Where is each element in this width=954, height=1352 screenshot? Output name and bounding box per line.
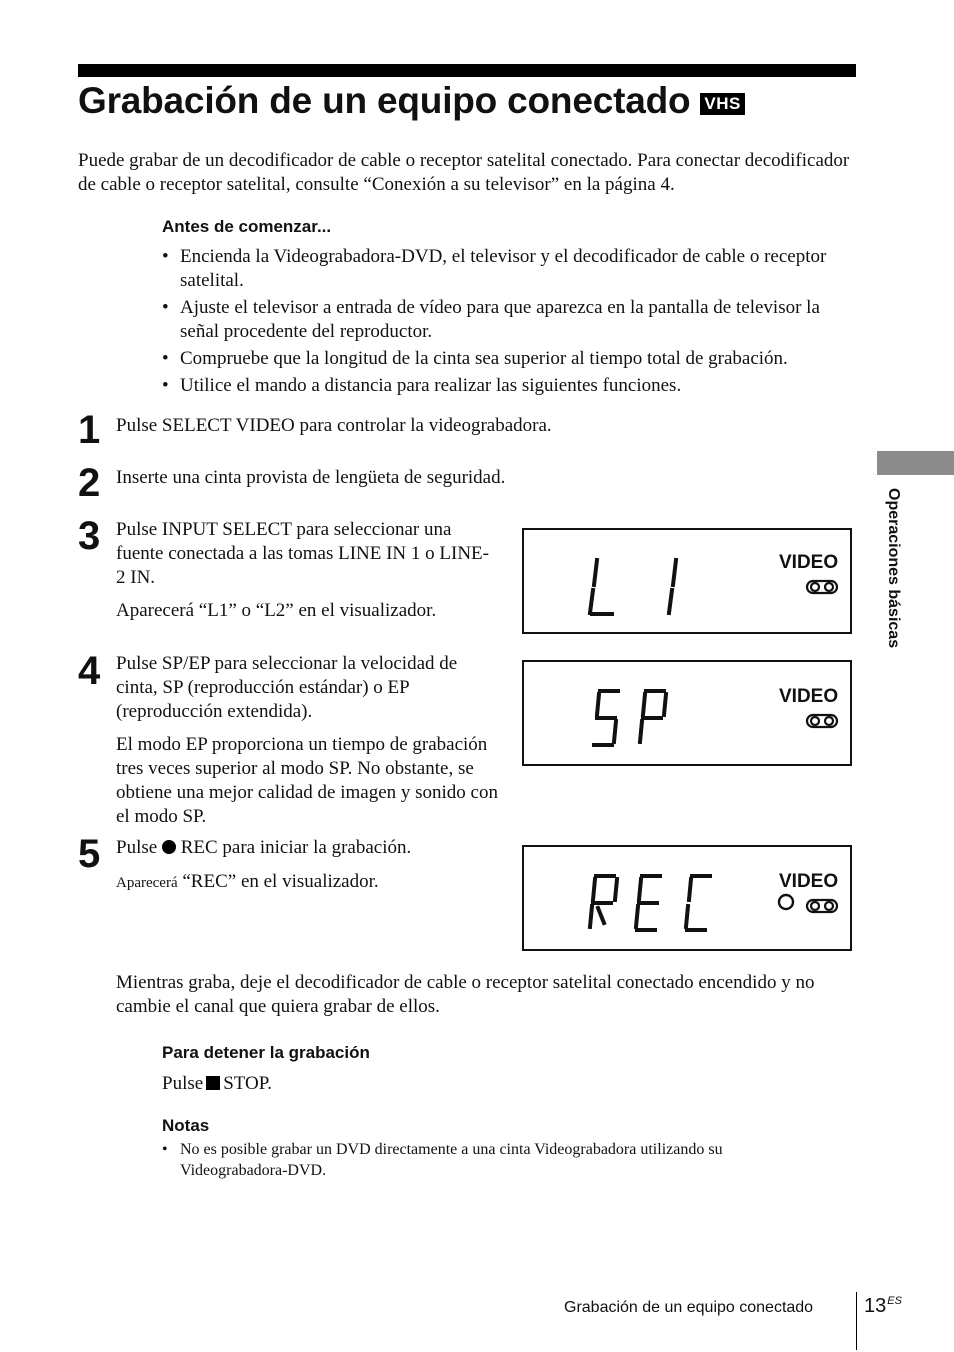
- vhs-badge: VHS: [700, 93, 744, 115]
- page-title-text: Grabación de un equipo conectado: [78, 80, 691, 121]
- display-l1-graphic: [524, 530, 854, 636]
- tape-icon: [807, 715, 837, 727]
- side-tab-label: Operaciones básicas: [885, 488, 902, 649]
- side-tab-marker: [877, 451, 954, 475]
- segment-c: [686, 876, 710, 930]
- step-3-note: Aparecerá “L1” o “L2” en el visualizador.: [116, 600, 437, 621]
- step-5-note: [116, 870, 506, 895]
- tape-icon: [807, 900, 837, 912]
- bullet-icon: •: [162, 1141, 168, 1158]
- display-sp: [522, 660, 852, 766]
- stop-text-after: STOP.: [223, 1073, 272, 1094]
- step-3-text: Pulse INPUT SELECT para seleccionar una fuente conectada a las tomas LINE IN 1 o LINE-2 IN.: [116, 519, 489, 588]
- step-number-4: 4: [78, 649, 101, 693]
- display-video-label: VIDEO: [779, 871, 839, 892]
- step-5-text: [116, 836, 506, 860]
- record-button-icon: [162, 840, 176, 854]
- segment-l: [590, 560, 612, 614]
- display-l1: [522, 528, 852, 634]
- display-video-label: VIDEO: [779, 552, 839, 573]
- note-item-text: No es posible grabar un DVD directamente a una cinta Videograbadora utilizando su Videograbadora-DVD.: [180, 1141, 723, 1179]
- step-1-text: Pulse SELECT VIDEO para controlar la videograbadora.: [116, 415, 552, 436]
- segment-p: [640, 691, 666, 742]
- note-item: [162, 1139, 822, 1181]
- step-4-note: El modo EP proporciona un tiempo de grabación tres veces superior al modo SP. No obstante, se obtiene una mejor calidad de imagen y sonido con el modo SP.: [116, 734, 498, 827]
- tape-icon: [807, 581, 837, 593]
- step-5-note-main: “REC” en el visualizador.: [182, 871, 379, 892]
- before-start-heading: Antes de comenzar...: [162, 217, 332, 236]
- step-number-3: 3: [78, 514, 101, 558]
- stop-heading: Para detener la grabación: [162, 1043, 370, 1062]
- segment-1: [669, 560, 676, 613]
- step-number-5: 5: [78, 832, 101, 876]
- footer-divider: [856, 1292, 857, 1350]
- stop-instruction: [162, 1072, 272, 1096]
- segment-s: [594, 691, 618, 745]
- display-sp-graphic: [524, 662, 854, 768]
- list-item: • Encienda la Videograbadora-DVD, el televisor y el decodificador de cable o receptor satelital.: [162, 245, 862, 293]
- notes-heading: Notas: [162, 1116, 210, 1135]
- step-number-2: 2: [78, 461, 101, 505]
- display-rec-graphic: [524, 847, 854, 953]
- record-ring-icon: [779, 895, 793, 909]
- stop-text-before: Pulse: [162, 1073, 204, 1094]
- list-item: • Ajuste el televisor a entrada de vídeo para que aparezca en la pantalla de televisor la señal procedente del reproductor.: [162, 296, 862, 344]
- step-4-text: Pulse SP/EP para seleccionar la velocidad de cinta, SP (reproducción estándar) o EP (reproducción extendida).: [116, 653, 458, 722]
- segment-r: [590, 876, 617, 927]
- segment-e: [636, 876, 660, 930]
- title-rule: [78, 64, 856, 77]
- while-recording-paragraph: Mientras graba, deje el decodificador de cable o receptor satelital conectado encendido y no cambie el canal que quiera grabar de ellos.: [116, 972, 815, 1017]
- stop-button-icon: [206, 1076, 220, 1090]
- footer-title: Grabación de un equipo conectado: [564, 1299, 814, 1316]
- list-item: • Utilice el mando a distancia para realizar las siguientes funciones.: [162, 374, 862, 398]
- page-number-suffix: ES: [887, 1295, 902, 1307]
- step-5-text-before: Pulse: [116, 837, 158, 858]
- intro-paragraph: Puede grabar de un decodificador de cable o receptor satelital conectado. Para conectar decodificador de cable o receptor satelital, consulte “Conexión a su televisor” en la página 4.: [78, 150, 850, 195]
- display-rec: [522, 845, 852, 951]
- before-start-list: [162, 245, 862, 401]
- page-number: [864, 1295, 902, 1318]
- step-number-1: 1: [78, 408, 101, 452]
- display-video-label: VIDEO: [779, 686, 839, 707]
- page-number-value: 13: [864, 1295, 887, 1317]
- list-item: • Compruebe que la longitud de la cinta sea superior al tiempo total de grabación.: [162, 347, 862, 371]
- step-5-note-small: Aparecerá: [116, 875, 178, 891]
- page-title: [78, 80, 745, 122]
- step-5-text-after: REC para iniciar la grabación.: [180, 837, 412, 858]
- step-2-text: Inserte una cinta provista de lengüeta de seguridad.: [116, 467, 506, 488]
